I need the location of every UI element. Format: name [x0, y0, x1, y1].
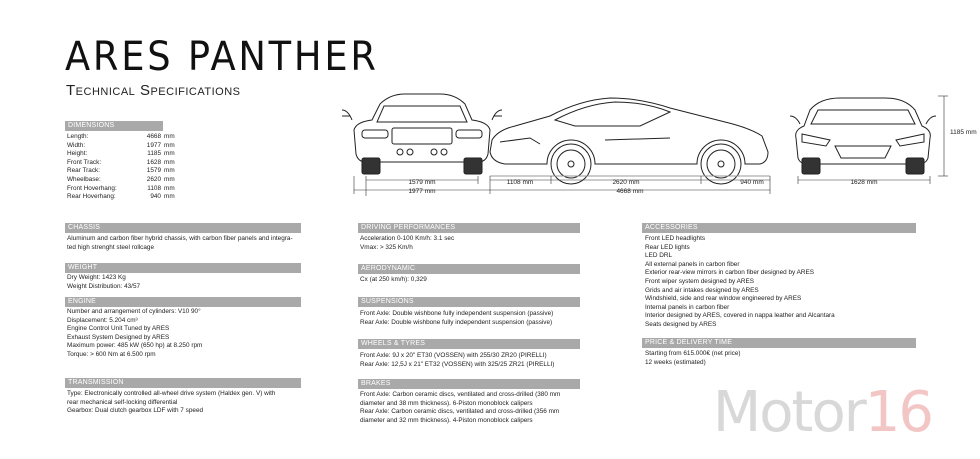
chassis-header: CHASSIS	[65, 223, 301, 233]
transmission-text	[67, 390, 276, 416]
dimension-row	[67, 150, 175, 159]
price-text	[645, 350, 741, 367]
spec-line: rear mechanical self-locking differential	[67, 398, 178, 406]
dimension-row	[67, 159, 175, 168]
driving-text	[360, 235, 454, 252]
chassis-text	[67, 235, 293, 252]
dimension-row	[67, 185, 175, 194]
page-title: ARES PANTHER	[65, 34, 379, 80]
spec-line: Front Axle: Double wishbone fully independent suspension (passive)	[360, 310, 554, 317]
dimension-unit: mm	[164, 141, 175, 149]
weight-text	[67, 274, 140, 291]
dimension-unit: mm	[164, 184, 175, 192]
wheels-header: WHEELS & TYRES	[358, 339, 580, 349]
front-view-drawing	[790, 98, 936, 174]
spec-line: Engine Control Unit Tuned by ARES	[67, 325, 170, 333]
spec-line: Front Axle: Carbon ceramic discs, ventilated and cross-drilled (380 mm	[360, 391, 561, 398]
dimension-unit: mm	[164, 158, 175, 166]
dimensions-table	[67, 133, 175, 202]
spec-line: Gearbox: Dual clutch gearbox LDF with 7 speed	[67, 407, 204, 415]
spec-line: Cx (at 250 km/h): 0,329	[360, 276, 427, 283]
spec-line: Dry Weight: 1423 Kg	[67, 274, 126, 281]
spec-line: Internal panels in carbon fiber	[645, 303, 730, 311]
rear-track-label: 1579 mm	[408, 179, 436, 186]
spec-line: Rear LED lights	[645, 243, 690, 251]
dimension-label: Front Hoverhang:	[67, 184, 117, 192]
price-header: PRICE & DELIVERY TIME	[642, 338, 916, 348]
spec-line: Number and arrangement of cylinders: V10 90°	[67, 308, 201, 315]
rear-view-drawing	[342, 94, 502, 174]
dimension-label: Height:	[67, 150, 88, 158]
dimension-label: Width:	[67, 141, 86, 149]
page-subtitle: Technical Specifications	[66, 82, 241, 99]
spec-line: Seats designed by ARES	[645, 320, 717, 328]
spec-line: Displacement: 5.204 cm³	[67, 316, 138, 324]
spec-line: 12 weeks (estimated)	[645, 358, 706, 366]
dimensions-header: DIMENSIONS	[65, 121, 163, 131]
dimension-row	[67, 142, 175, 151]
driving-header: DRIVING PERFORMANCES	[358, 223, 580, 233]
engine-text	[67, 308, 202, 360]
dimension-unit: mm	[164, 167, 175, 175]
rear-width-label: 1977 mm	[408, 188, 436, 195]
dimension-unit: mm	[164, 175, 175, 183]
spec-line: Rear Axle: 12,5J x 21" ET32 (VOSSEN) with 325/25 ZR21 (PIRELLI)	[360, 360, 555, 368]
car-blueprint-drawing	[340, 92, 980, 202]
engine-header: ENGINE	[65, 297, 301, 307]
length-label: 4668 mm	[616, 188, 644, 195]
spec-line: diameter and 32 mm thickness). 4-Piston monoblock calipers	[360, 416, 533, 424]
dimension-unit: mm	[164, 133, 175, 140]
dimension-unit: mm	[164, 193, 175, 201]
transmission-header: TRANSMISSION	[65, 378, 301, 388]
spec-line: Torque: > 600 Nm at 6.500 rpm	[67, 350, 156, 358]
spec-line: Starting from 615.000€ (net price)	[645, 350, 741, 357]
spec-line: Type: Electronically controlled all-wheel drive system (Haldex gen. V) with	[67, 390, 276, 397]
brakes-text	[360, 391, 560, 425]
dimension-row	[67, 193, 175, 202]
dimension-value: 1185	[147, 150, 161, 158]
spec-line: Front LED headlights	[645, 235, 706, 242]
spec-line: Interior designed by ARES, covered in nappa leather and Alcantara	[645, 312, 835, 320]
dimension-value: 1977	[146, 141, 161, 149]
dimension-label: Wheelbase:	[67, 175, 101, 183]
spec-line: Front Axle: 9J x 20" ET30 (VOSSEN) with 255/30 ZR20 (PIRELLI)	[360, 352, 547, 359]
motor16-watermark-logo: Motor16	[712, 380, 932, 445]
dimension-label: Rear Track:	[67, 167, 101, 175]
weight-header: WEIGHT	[65, 263, 301, 273]
spec-line: Rear Axle: Double wishbone fully independent suspension (passive)	[360, 318, 553, 326]
height-label: 1185 mm	[950, 129, 977, 136]
dimension-value: 1628	[146, 158, 161, 166]
wheelbase-label: 2620 mm	[612, 179, 640, 186]
accessories-text	[645, 235, 835, 330]
dimension-row	[67, 133, 175, 142]
spec-line: Rear Axle: Carbon ceramic discs, ventilated and cross-drilled (356 mm	[360, 408, 560, 416]
dimension-value: 1108	[147, 184, 161, 192]
dimension-label: Front Track:	[67, 158, 102, 166]
brakes-header: BRAKES	[358, 379, 580, 389]
aero-header: AERODYNAMIC	[358, 264, 580, 274]
dimension-unit: mm	[164, 150, 175, 158]
dimension-value: 1579	[146, 167, 161, 175]
dimension-row	[67, 167, 175, 176]
spec-line: All external panels in carbon fiber	[645, 260, 740, 268]
spec-line: Exhaust System Designed by ARES	[67, 333, 170, 341]
aero-text	[360, 276, 427, 285]
spec-line: Maximum power: 485 kW (650 hp) at 8.250 rpm	[67, 342, 203, 350]
suspensions-text	[360, 310, 553, 327]
accessories-header: ACCESSORIES	[642, 223, 916, 233]
spec-line: Windshield, side and rear window engineered by ARES	[645, 295, 802, 303]
dimension-value: 2620	[146, 175, 161, 183]
spec-line: Weight Distribution: 43/57	[67, 282, 141, 290]
front-overhang-label: 1108 mm	[506, 179, 534, 186]
side-view-drawing	[490, 98, 770, 184]
spec-line: Front wiper system designed by ARES	[645, 277, 755, 285]
spec-line: Grids and air intakes designed by ARES	[645, 286, 759, 294]
front-track-label: 1628 mm	[850, 179, 878, 186]
dimension-label: Rear Hoverhang:	[67, 193, 116, 201]
spec-line: LED DRL	[645, 252, 672, 260]
spec-line: Aluminum and carbon fiber hybrid chassis, with carbon fiber panels and integra-	[67, 235, 293, 242]
spec-line: diameter and 38 mm thickness). 6-Piston monoblock calipers	[360, 399, 533, 407]
dimension-value: 4668	[146, 133, 161, 140]
spec-line: Acceleration 0-100 Km/h: 3.1 sec	[360, 235, 455, 242]
rear-overhang-label: 940 mm	[740, 179, 764, 186]
wheels-text	[360, 352, 554, 369]
spec-line: ted high strenght steel rollcage	[67, 243, 155, 251]
dimension-label: Length:	[67, 133, 89, 140]
suspensions-header: SUSPENSIONS	[358, 297, 580, 307]
dimension-value: 940	[150, 193, 161, 201]
spec-line: Vmax: > 325 Km/h	[360, 243, 413, 251]
spec-line: Exterior rear-view mirrors in carbon fiber designed by ARES	[645, 269, 815, 277]
dimension-row	[67, 176, 175, 185]
